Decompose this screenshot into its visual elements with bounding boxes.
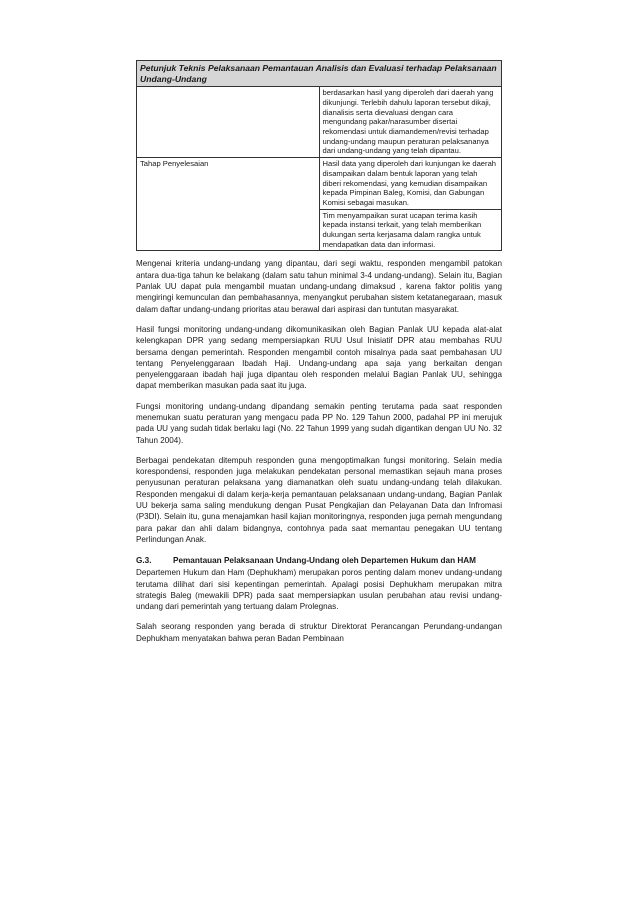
- paragraph-monitoring-importance: Fungsi monitoring undang-undang dipandang semakin penting terutama pada saat responden menemukan suatu peraturan yang mengacu pada PP No. 129 Tahun 2000, padahal PP ini merujuk pada UU yang sudah tidak berlaku lagi (No. 22 Tahun 1999 yang sudah digantikan dengan UU No. 32 Tahun 2004).: [136, 401, 502, 445]
- table-cell: berdasarkan hasil yang diperoleh dari daerah yang dikunjungi. Terlebih dahulu laporan tersebut dikaji, dianalisis serta dievaluasi dengan cara mengundang pakar/narasumber disertai rekomendasi untuk diamandemen/revisi terhadap undang-undang maupun peraturan pelaksananya dari undang-undang yang telah dipantau.: [319, 87, 502, 158]
- technical-guidelines-table: [136, 60, 502, 251]
- section-heading: [136, 555, 502, 566]
- paragraph-respondent: Salah seorang responden yang berada di struktur Direktorat Perancangan Perundang-undangan Dephukham menyatakan bahwa peran Badan Pembinaan: [136, 622, 502, 643]
- paragraph-dephukham: Departemen Hukum dan Ham (Dephukham) merupakan poros penting dalam monev undang-undang terutama dilihat dari sisi kepentingan pemerintah. Apalagi posisi Dephukham merupakan mitra strategis Baleg (mewakili DPR) pada saat mempersiapkan usulan perubahan atau revisi undang-undang dari pemerintah yang tertuang dalam Prolegnas.: [136, 568, 502, 612]
- table-row: [137, 87, 502, 158]
- section-number: G.3.: [136, 556, 152, 566]
- document-page: [136, 60, 502, 644]
- table-header-row: [137, 61, 502, 87]
- table-row: [137, 158, 502, 210]
- table-row-label: [137, 87, 320, 158]
- paragraph-monitoring-results: Hasil fungsi monitoring undang-undang dikomunikasikan oleh Bagian Panlak UU kepada alat-alat kelengkapan DPR yang sedang mempersiapkan RUU Usul Inisiatif DPR atau membahas RUU bersama dengan pemerintah. Responden mengambil contoh misalnya pada saat pembahasan UU tentang Penyelenggaraan Ibadah Haji. Undang-undang apa saja yang berkaitan dengan penyelenggaraan ibadah haji juga dipantau oleh responden melalui Bagian Panlak UU, sehingga dapat memberikan masukan pada saat itu juga.: [136, 324, 502, 391]
- paragraph-criteria: Mengenai kriteria undang-undang yang dipantau, dari segi waktu, responden mengambil patokan antara dua-tiga tahun ke belakang (dalam satu tahun minimal 3-4 undang-undang). Selain itu, Bagian Panlak UU dapat pula mengambil muatan undang-undang dimaksud , karena faktor politis yang mengiringi kemunculan dan pembahasannya, menyangkut perubahan sistem ketatanegaraan, masuk dalam daftar undang-undang prioritas atau berawal dari aspirasi dan tuntutan masyarakat.: [136, 259, 502, 314]
- table-row-label: Tahap Penyelesaian: [137, 158, 320, 251]
- table-cell: Tim menyampaikan surat ucapan terima kasih kepada instansi terkait, yang telah memberikan dukungan serta kerjasama dalam rangka untuk mendapatkan data dan informasi.: [319, 209, 502, 251]
- section-title: Pemantauan Pelaksanaan Undang-Undang oleh Departemen Hukum dan HAM: [173, 556, 476, 566]
- paragraph-approaches: Berbagai pendekatan ditempuh responden guna mengoptimalkan fungsi monitoring. Selain media korespondensi, responden juga melakukan pendekatan personal memastikan sejauh mana proses penyusunan peraturan pelaksana yang diamanatkan oleh suatu undang-undang telah dilakukan. Responden mengakui di dalam kerja-kerja pemantauan pelaksanaan undang-undang, Bagian Panlak UU bekerja sama saling mendukung dengan Pusat Pengkajian dan Pelayanan Data dan Infromasi (P3DI). Selain itu, guna menajamkan hasil kajian monitoringnya, responden juga pernah mengundang para pakar dan ahli dalam bidangnya, contohnya pada saat memantau penegakan UU tentang Perlindungan Anak.: [136, 455, 502, 544]
- table-header: Petunjuk Teknis Pelaksanaan Pemantauan Analisis dan Evaluasi terhadap Pelaksanaan Undang-Undang: [137, 61, 502, 87]
- table-cell: Hasil data yang diperoleh dari kunjungan ke daerah disampaikan dalam bentuk laporan yang telah diberi rekomendasi, yang kemudian disampaikan kepada Pimpinan Baleg, Komisi, dan Gabungan Komisi sebagai masukan.: [319, 158, 502, 210]
